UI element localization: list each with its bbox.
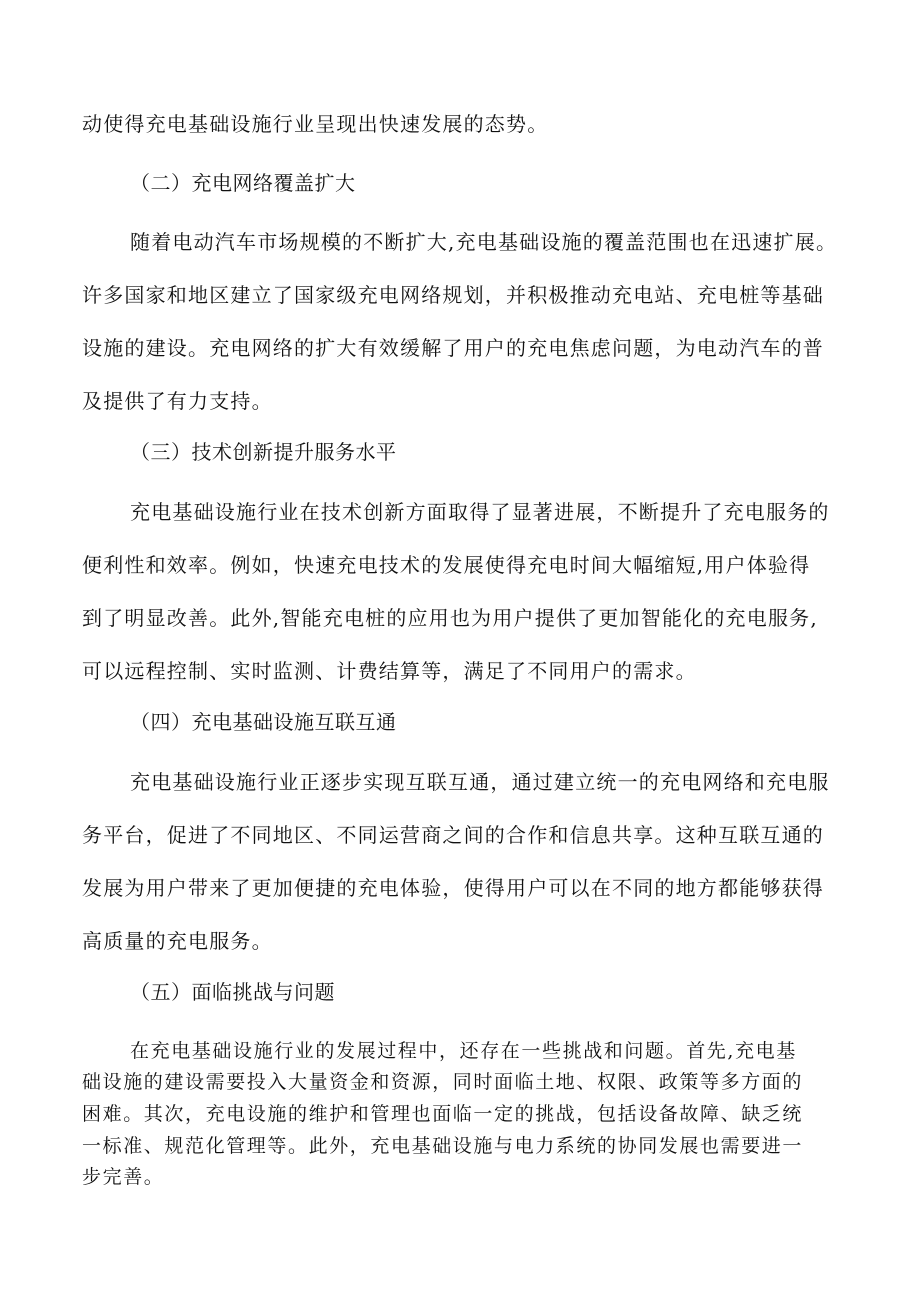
section-heading-challenges: （五）面临挑战与问题 xyxy=(130,980,335,1004)
paragraph-line: 充电基础设施行业在技术创新方面取得了显著进展，不断提升了充电服务的 xyxy=(130,500,830,524)
paragraph-line: 础设施的建设需要投入大量资金和资源，同时面临土地、权限、政策等多方面的 xyxy=(82,1071,804,1093)
intro-continuation-line: 动使得充电基础设施行业呈现出快速发展的态势。 xyxy=(82,112,549,136)
paragraph-line: 可以远程控制、实时监测、计费结算等，满足了不同用户的需求。 xyxy=(82,659,697,683)
paragraph-line: 及提供了有力支持。 xyxy=(82,389,273,413)
paragraph-line: 在充电基础设施行业的发展过程中，还存在一些挑战和问题。首先,充电基 xyxy=(130,1040,797,1062)
paragraph-line: 随着电动汽车市场规模的不断扩大,充电基础设施的覆盖范围也在迅速扩展。 xyxy=(130,230,838,254)
paragraph-line: 务平台，促进了不同地区、不同运营商之间的合作和信息共享。这种互联互通的 xyxy=(82,823,824,847)
paragraph-line: 设施的建设。充电网络的扩大有效缓解了用户的充电焦虑问题，为电动汽车的普 xyxy=(82,336,824,360)
section-heading-interconnection: （四）充电基础设施互联互通 xyxy=(130,710,397,734)
section-heading-coverage: （二）充电网络覆盖扩大 xyxy=(130,171,356,195)
paragraph-line: 高质量的充电服务。 xyxy=(82,929,273,953)
paragraph-line: 发展为用户带来了更加便捷的充电体验，使得用户可以在不同的地方都能够获得 xyxy=(82,876,824,900)
paragraph-line: 便利性和效率。例如，快速充电技术的发展使得充电时间大幅缩短,用户体验得 xyxy=(82,553,811,577)
paragraph-line: 充电基础设施行业正逐步实现互联互通，通过建立统一的充电网络和充电服 xyxy=(130,770,830,794)
paragraph-line: 到了明显改善。此外,智能充电桩的应用也为用户提供了更加智能化的充电服务, xyxy=(82,606,818,630)
paragraph-line: 步完善。 xyxy=(82,1166,165,1188)
paragraph-line: 许多国家和地区建立了国家级充电网络规划，并积极推动充电站、充电桩等基础 xyxy=(82,283,824,307)
paragraph-line: 一标准、规范化管理等。此外，充电基础设施与电力系统的协同发展也需要进一 xyxy=(82,1135,804,1157)
paragraph-line: 困难。其次，充电设施的维护和管理也面临一定的挑战，包括设备故障、缺乏统 xyxy=(82,1103,804,1125)
section-heading-innovation: （三）技术创新提升服务水平 xyxy=(130,440,397,464)
